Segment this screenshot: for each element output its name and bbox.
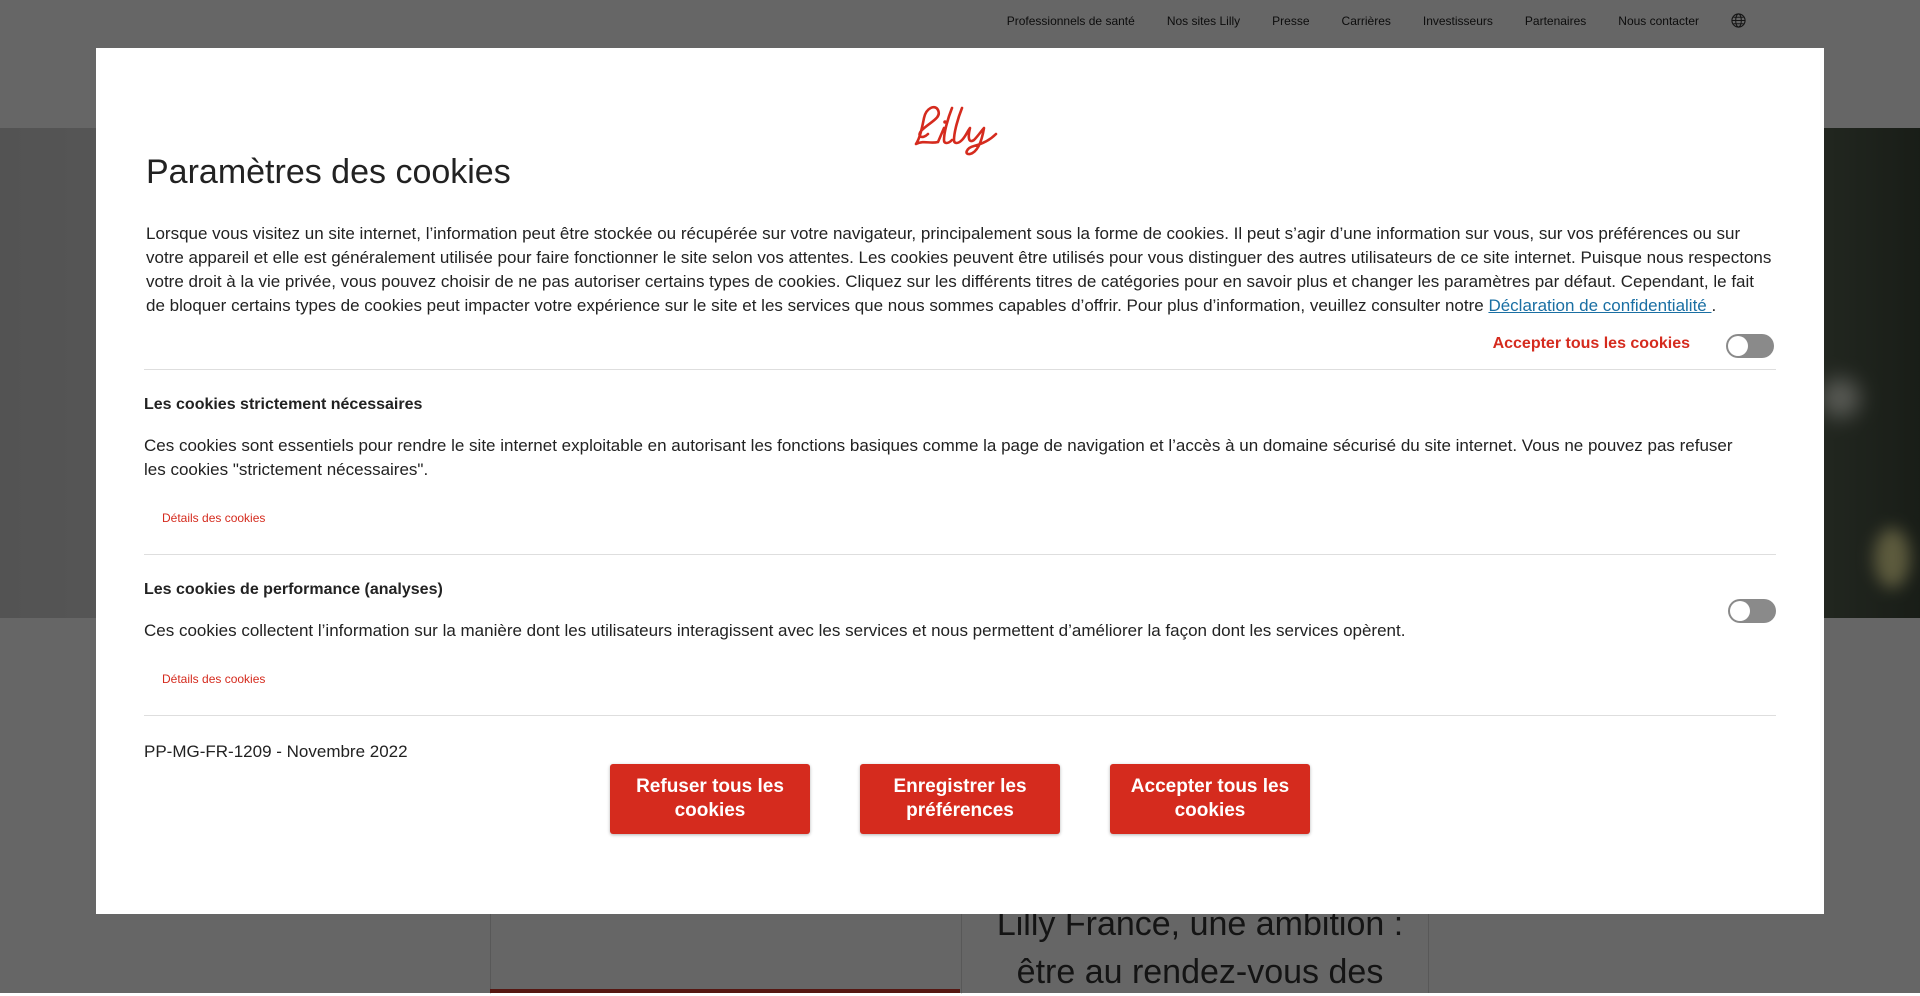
reject-all-button[interactable]: Refuser tous les cookies	[610, 764, 810, 834]
intro-paragraph	[146, 222, 1776, 318]
category-title-necessary[interactable]: Les cookies strictement nécessaires	[144, 396, 423, 413]
intro-end: .	[1711, 296, 1717, 315]
separator	[144, 554, 1776, 555]
cookie-settings-modal	[96, 48, 1824, 914]
document-reference: PP-MG-FR-1209 - Novembre 2022	[144, 742, 408, 761]
save-preferences-button[interactable]: Enregistrer les préférences	[860, 764, 1060, 834]
lilly-logo	[908, 100, 1008, 156]
accept-all-button[interactable]: Accepter tous les cookies	[1110, 764, 1310, 834]
separator	[144, 369, 1776, 370]
privacy-policy-link[interactable]: Déclaration de confidentialité	[1488, 296, 1712, 315]
cookie-details-link-necessary[interactable]: Détails des cookies	[162, 511, 266, 525]
category-description-necessary: Ces cookies sont essentiels pour rendre le site internet exploitable en autorisant les fonctions basiques comme la page de navigation et l’accès à un domaine sécurisé du site internet. Vous ne pouvez pas refuser les cookies "strictement nécessaires".	[144, 436, 1733, 479]
separator	[144, 715, 1776, 716]
intro-text: Lorsque vous visitez un site internet, l’information peut être stockée ou récupérée sur votre navigateur, principalement sous la forme de cookies. Il peut s’agir d’une information sur vous, sur vos préférences ou sur votre appareil et elle est généralement utilisée pour faire fonctionner le site selon vos attentes. Les cookies peuvent être utilisés pour vous distinguer des autres utilisateurs de ce site internet. Puisque nous respectons votre droit à la vie privée, vous pouvez choisir de ne pas autoriser certains types de cookies. Cliquez sur les différents titres de catégories pour en savoir plus et changer les paramètres par défaut. Cependant, le fait de bloquer certains types de cookies peut impacter votre expérience sur le site et les services que nous sommes capables d’offrir. Pour plus d’information, veuillez consulter notre	[146, 224, 1772, 315]
toggle-knob	[1730, 601, 1750, 621]
toggle-knob	[1728, 336, 1748, 356]
category-title-performance[interactable]: Les cookies de performance (analyses)	[144, 581, 443, 598]
cookie-details-link-performance[interactable]: Détails des cookies	[162, 672, 266, 686]
accept-all-toggle-label: Accepter tous les cookies	[1492, 335, 1690, 352]
modal-title: Paramètres des cookies	[146, 153, 511, 191]
accept-all-toggle-row	[144, 330, 1774, 360]
accept-all-toggle[interactable]	[1726, 334, 1774, 358]
category-description-performance: Ces cookies collectent l’information sur la manière dont les utilisateurs interagissent avec les services et nous permettent d’améliorer la façon dont les services opèrent.	[144, 621, 1406, 640]
